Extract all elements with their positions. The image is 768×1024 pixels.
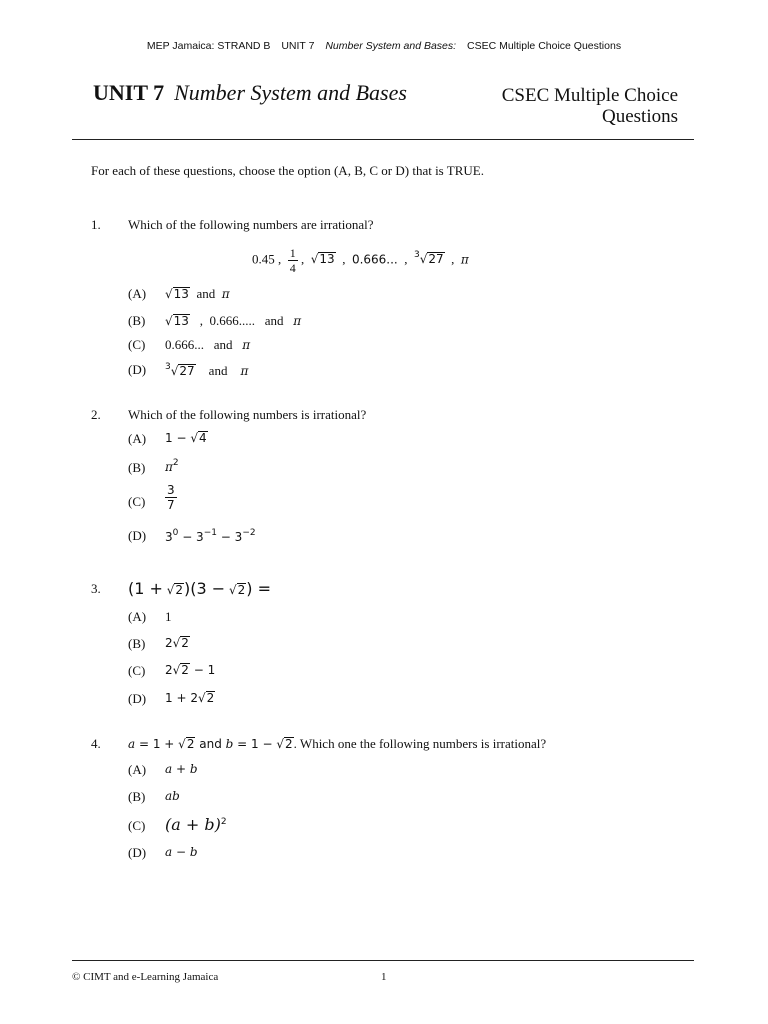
- q4-option-b[interactable]: ab: [165, 789, 180, 803]
- recurring-decimal: 0.666...: [165, 337, 204, 352]
- coefficient: 2: [165, 636, 173, 650]
- q1-option-a[interactable]: √13 and π: [165, 286, 230, 301]
- q1-list-decimal: 0.45: [252, 251, 275, 267]
- q2-option-b-label[interactable]: (B): [128, 460, 146, 475]
- q1-number-list: 0.45 , $\frac{1}{4}$ , √13 , 0.666... , $^3$√27 , π: [252, 246, 469, 275]
- q2-option-c[interactable]: [165, 483, 177, 512]
- and-word: and: [208, 363, 228, 378]
- root-index: 3: [165, 362, 171, 372]
- exponent: −2: [242, 528, 256, 538]
- fraction-denominator: 4: [289, 261, 296, 275]
- title-csec-line2: Questions: [602, 106, 678, 127]
- expr-part: = 1 −: [233, 737, 273, 751]
- pi-symbol: π: [293, 314, 302, 328]
- radicand: 2: [186, 737, 195, 751]
- page-title: [93, 80, 407, 106]
- q4-option-c-label[interactable]: (C): [128, 818, 146, 833]
- title-unit: UNIT 7: [93, 80, 165, 105]
- footer-copyright: © CIMT and e-Learning Jamaica: [72, 971, 219, 983]
- page-number: 1: [381, 971, 387, 983]
- radicand: 13: [319, 252, 335, 267]
- exponent: 2: [220, 817, 227, 827]
- q4-text: a = 1 + √2 and b = 1 − √2. Which one the following numbers is irrational?: [128, 736, 547, 751]
- expr-part: = 1 +: [135, 737, 175, 751]
- q1-list-recurring: 0.666...: [351, 252, 398, 267]
- q3-option-d-label[interactable]: (D): [128, 691, 147, 706]
- exponent: 0: [172, 528, 179, 538]
- q1-list-pi: π: [460, 252, 469, 267]
- radicand: 2: [175, 583, 184, 597]
- header-csec: CSEC Multiple Choice Questions: [467, 40, 622, 52]
- question-tail: . Which one the following numbers is irrational?: [293, 736, 547, 751]
- q4-option-a[interactable]: a + b: [165, 762, 198, 776]
- and-word: and: [264, 313, 284, 328]
- q3-option-b-label[interactable]: (B): [128, 636, 146, 651]
- header-unit: UNIT 7: [281, 40, 315, 52]
- q1-number: 1.: [91, 217, 101, 232]
- and-word: and: [195, 737, 226, 751]
- base: 3: [165, 530, 173, 544]
- title-csec: [428, 85, 678, 127]
- pi-symbol: π: [242, 338, 251, 352]
- radicand: 4: [198, 431, 207, 445]
- q2-option-d[interactable]: [165, 528, 256, 544]
- q1-option-b[interactable]: √13 , 0.666..... and π: [165, 313, 302, 328]
- radicand: 27: [428, 252, 444, 267]
- q1-option-a-label[interactable]: (A): [128, 286, 147, 301]
- expr-part: (1 +: [128, 579, 163, 598]
- and-word: and: [196, 286, 216, 301]
- q4-option-c[interactable]: [165, 815, 227, 834]
- q4-number: 4.: [91, 736, 101, 751]
- q1-option-c-label[interactable]: (C): [128, 337, 146, 352]
- fraction: [165, 483, 177, 512]
- q3-option-c-label[interactable]: (C): [128, 663, 146, 678]
- expr-prefix: 1 + 2: [165, 691, 198, 705]
- pi-symbol: π: [240, 364, 249, 378]
- radicand: 13: [173, 314, 189, 328]
- q1-option-c[interactable]: [165, 337, 250, 353]
- q4-option-d[interactable]: a − b: [165, 845, 198, 859]
- q2-option-b[interactable]: [165, 458, 179, 475]
- expr-suffix: − 1: [189, 663, 216, 677]
- expr-part: ) =: [246, 579, 272, 598]
- radicand: 2: [237, 583, 246, 597]
- header-strand: MEP Jamaica: STRAND B: [146, 40, 271, 52]
- q2-option-a[interactable]: 1 − √4: [165, 431, 207, 445]
- exponent: −1: [203, 528, 217, 538]
- header-topic: Number System and Bases:: [325, 40, 457, 52]
- q1-list-sqrt: √13: [310, 252, 335, 267]
- q4-option-d-label[interactable]: (D): [128, 845, 147, 860]
- q4-option-b-label[interactable]: (B): [128, 789, 146, 804]
- radicand: 2: [206, 691, 215, 705]
- q3-number: 3.: [91, 581, 101, 596]
- title-topic: Number System and Bases: [174, 80, 407, 105]
- q3-option-b[interactable]: 2√2: [165, 636, 189, 650]
- expr-part: )(3 −: [184, 579, 226, 598]
- q3-option-a-label[interactable]: (A): [128, 609, 147, 624]
- q1-list-fraction: [288, 246, 298, 275]
- q2-number: 2.: [91, 407, 101, 422]
- radicand: 13: [173, 287, 189, 301]
- radicand: 2: [181, 663, 189, 677]
- q1-option-b-label[interactable]: (B): [128, 313, 146, 328]
- running-header: [0, 40, 768, 52]
- coefficient: 2: [165, 663, 173, 677]
- fraction-numerator: 1: [289, 246, 296, 260]
- q3-option-d[interactable]: 1 + 2√2: [165, 691, 215, 705]
- q1-list-cuberoot: $^3$√27: [413, 250, 444, 267]
- pi-symbol: π: [221, 287, 230, 301]
- radicand: 2: [181, 636, 189, 650]
- q2-option-c-label[interactable]: (C): [128, 494, 146, 509]
- fraction-denominator: 7: [167, 498, 175, 512]
- q3-expression: (1 + √2)(3 − √2) =: [128, 579, 272, 598]
- q2-text: Which of the following numbers is irrational?: [128, 407, 367, 422]
- instructions: For each of these questions, choose the option (A, B, C or D) that is TRUE.: [91, 163, 484, 178]
- recurring-decimal: 0.666.....: [209, 313, 255, 328]
- footer-divider: [72, 960, 694, 961]
- expression: (a + b): [165, 815, 221, 834]
- base: − 3: [216, 530, 243, 544]
- variable-a: a: [128, 737, 136, 751]
- base: − 3: [178, 530, 204, 544]
- root-index: 3: [413, 250, 420, 261]
- q1-option-d-label[interactable]: (D): [128, 362, 147, 377]
- q1-text: Which of the following numbers are irrational?: [128, 217, 374, 232]
- q3-option-c[interactable]: 2√2 − 1: [165, 663, 216, 677]
- title-csec-line1: CSEC Multiple Choice: [501, 85, 678, 106]
- exponent: 2: [172, 458, 179, 468]
- title-divider: [72, 139, 694, 140]
- q3-option-a[interactable]: 1: [165, 609, 172, 624]
- radicand: 2: [285, 737, 293, 751]
- pi-symbol: π: [165, 460, 173, 474]
- variable-b: b: [225, 737, 234, 751]
- q4-option-a-label[interactable]: (A): [128, 762, 147, 777]
- fraction-numerator: 3: [167, 483, 175, 497]
- q2-option-a-label[interactable]: (A): [128, 431, 147, 446]
- expr-prefix: 1 −: [165, 431, 187, 445]
- q2-option-d-label[interactable]: (D): [128, 528, 147, 543]
- and-word: and: [213, 337, 233, 352]
- radicand: 27: [179, 364, 195, 378]
- q1-option-d[interactable]: $^3$√27 and π: [165, 362, 249, 378]
